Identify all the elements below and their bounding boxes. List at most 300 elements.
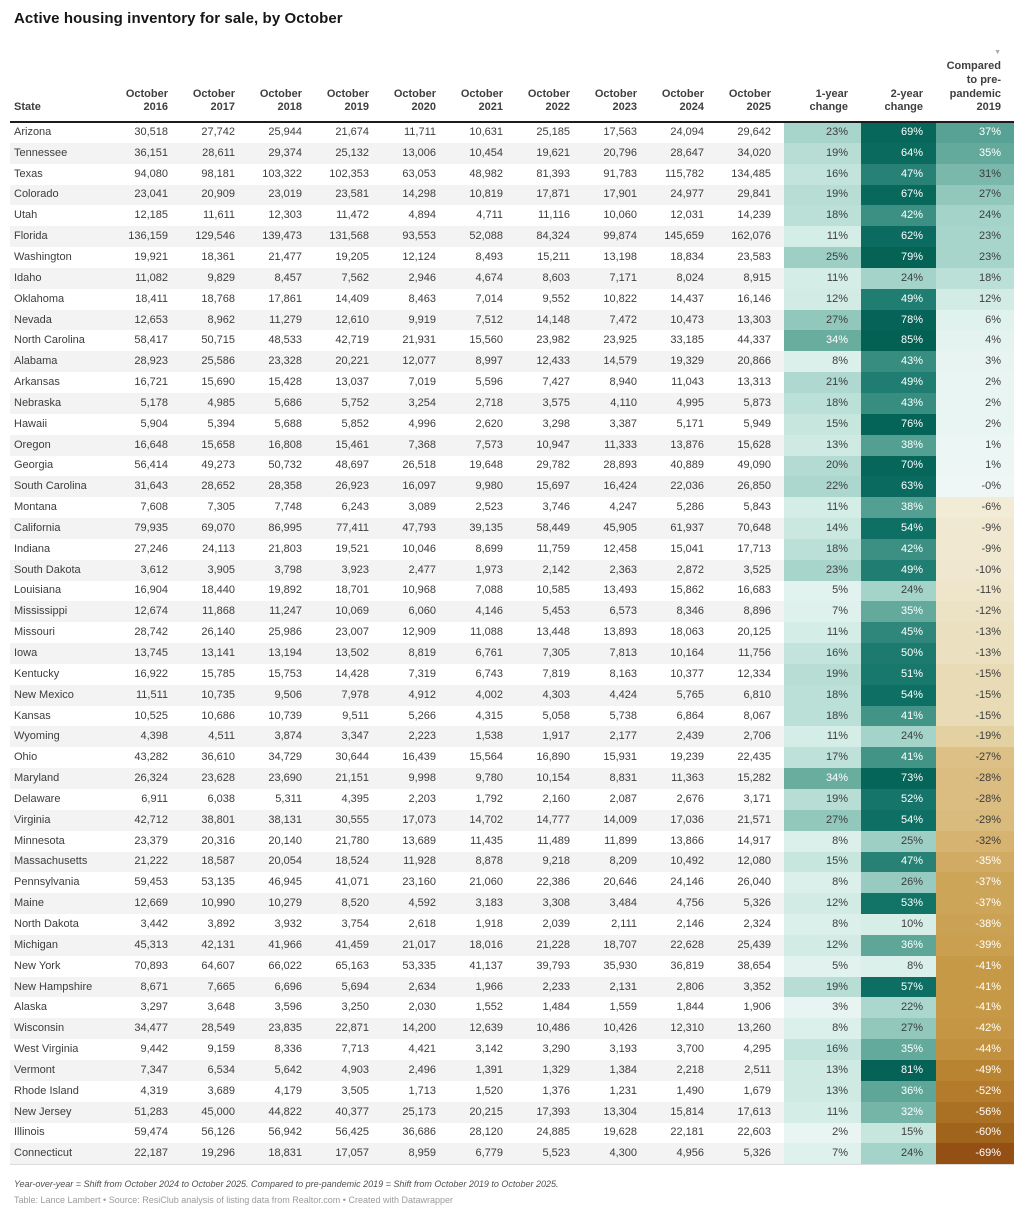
value-cell: 17,613 bbox=[717, 1102, 784, 1123]
value-cell: 129,546 bbox=[181, 226, 248, 247]
two-year-change-cell: 69% bbox=[861, 122, 936, 143]
one-year-change-cell: 11% bbox=[784, 268, 861, 289]
one-year-change-cell: 5% bbox=[784, 581, 861, 602]
two-year-change-cell: 49% bbox=[861, 372, 936, 393]
table-row bbox=[10, 330, 1014, 351]
one-year-change-cell: 8% bbox=[784, 872, 861, 893]
state-cell: Connecticut bbox=[10, 1143, 114, 1164]
value-cell: 13,866 bbox=[670, 834, 704, 847]
value-cell: 9,506 bbox=[248, 685, 315, 706]
value-cell: 42,719 bbox=[335, 334, 369, 347]
value-cell: 8,463 bbox=[408, 292, 436, 305]
data-table bbox=[10, 49, 1014, 1165]
value-cell: 17,393 bbox=[516, 1102, 583, 1123]
column-header-october-2021[interactable] bbox=[449, 49, 516, 122]
value-cell: 4,511 bbox=[181, 726, 248, 747]
column-header-october-2017[interactable] bbox=[181, 49, 248, 122]
value-cell: 15,564 bbox=[469, 751, 503, 764]
value-cell: 2,160 bbox=[542, 792, 570, 805]
value-cell: 22,628 bbox=[650, 935, 717, 956]
column-header-october-2025[interactable] bbox=[717, 49, 784, 122]
value-cell: 2,618 bbox=[408, 917, 436, 930]
column-header-2-year-change[interactable] bbox=[861, 49, 936, 122]
value-cell: 3,193 bbox=[609, 1043, 637, 1056]
state-cell: New Mexico bbox=[10, 685, 114, 706]
value-cell: 20,221 bbox=[315, 351, 382, 372]
two-year-change-cell: 25% bbox=[861, 831, 936, 852]
two-year-change-cell: 52% bbox=[861, 789, 936, 810]
vs-prepandemic-cell: -41% bbox=[936, 977, 1014, 998]
value-cell: 3,575 bbox=[516, 393, 583, 414]
value-cell: 86,995 bbox=[248, 518, 315, 539]
value-cell: 15,814 bbox=[650, 1102, 717, 1123]
column-header-label: October 2025 bbox=[728, 87, 771, 114]
one-year-change-cell: 12% bbox=[784, 935, 861, 956]
one-year-change-cell: 13% bbox=[784, 1060, 861, 1081]
value-cell: 91,783 bbox=[603, 167, 637, 180]
value-cell: 18,707 bbox=[583, 935, 650, 956]
table-row bbox=[10, 581, 1014, 602]
value-cell: 10,426 bbox=[583, 1018, 650, 1039]
value-cell: 8,940 bbox=[609, 376, 637, 389]
value-cell: 21,803 bbox=[268, 542, 302, 555]
value-cell: 48,533 bbox=[268, 334, 302, 347]
state-cell: Hawaii bbox=[14, 417, 48, 430]
vs-prepandemic-cell: -28% bbox=[936, 768, 1014, 789]
two-year-change-cell: 47% bbox=[861, 164, 936, 185]
vs-prepandemic-cell: 23% bbox=[936, 226, 1014, 247]
value-cell: 23,835 bbox=[248, 1018, 315, 1039]
state-cell: Texas bbox=[14, 167, 43, 180]
one-year-change-cell: 3% bbox=[784, 997, 861, 1018]
value-cell: 7,512 bbox=[449, 310, 516, 331]
value-cell: 12,080 bbox=[717, 852, 784, 873]
value-cell: 15,041 bbox=[670, 542, 704, 555]
value-cell: 4,903 bbox=[315, 1060, 382, 1081]
value-cell: 66,022 bbox=[268, 959, 302, 972]
value-cell: 70,648 bbox=[717, 518, 784, 539]
value-cell: 2,146 bbox=[676, 917, 704, 930]
value-cell: 27,742 bbox=[201, 126, 235, 139]
value-cell: 4,319 bbox=[140, 1084, 168, 1097]
value-cell: 8,336 bbox=[274, 1043, 302, 1056]
value-cell: 1,391 bbox=[449, 1060, 516, 1081]
value-cell: 27,246 bbox=[134, 542, 168, 555]
one-year-change-cell: 8% bbox=[784, 1018, 861, 1039]
one-year-change-cell: 27% bbox=[784, 310, 861, 331]
value-cell: 49,273 bbox=[201, 459, 235, 472]
column-header-october-2016[interactable] bbox=[114, 49, 181, 122]
value-cell: 47,793 bbox=[382, 518, 449, 539]
table-row bbox=[10, 664, 1014, 685]
value-cell: 53,335 bbox=[402, 959, 436, 972]
value-cell: 59,474 bbox=[134, 1126, 168, 1139]
value-cell: 20,646 bbox=[603, 876, 637, 889]
value-cell: 21,571 bbox=[717, 810, 784, 831]
column-header-label: October 2022 bbox=[527, 87, 570, 114]
table-row bbox=[10, 997, 1014, 1018]
value-cell: 7,748 bbox=[274, 501, 302, 514]
value-cell: 18,411 bbox=[135, 292, 168, 305]
value-cell: 31,643 bbox=[114, 476, 181, 497]
value-cell: 6,743 bbox=[475, 667, 503, 680]
value-cell: 63,053 bbox=[402, 167, 436, 180]
one-year-change-cell: 18% bbox=[784, 539, 861, 560]
value-cell: 33,185 bbox=[670, 334, 704, 347]
one-year-change-cell: 19% bbox=[784, 977, 861, 998]
one-year-change-cell: 11% bbox=[784, 497, 861, 518]
vs-prepandemic-cell: 4% bbox=[936, 330, 1014, 351]
value-cell: 24,977 bbox=[650, 185, 717, 206]
vs-prepandemic-cell: -69% bbox=[936, 1143, 1014, 1164]
table-row bbox=[10, 435, 1014, 456]
column-header-1-year-change[interactable] bbox=[784, 49, 861, 122]
value-cell: 3,746 bbox=[542, 501, 570, 514]
value-cell: 19,296 bbox=[181, 1143, 248, 1164]
state-cell: Arizona bbox=[14, 126, 52, 139]
value-cell: 40,889 bbox=[670, 459, 704, 472]
one-year-change-cell: 13% bbox=[784, 435, 861, 456]
two-year-change-cell: 42% bbox=[861, 205, 936, 226]
vs-prepandemic-cell: -52% bbox=[936, 1081, 1014, 1102]
value-cell: 1,966 bbox=[449, 977, 516, 998]
state-cell: Oregon bbox=[10, 435, 114, 456]
one-year-change-cell: 11% bbox=[784, 726, 861, 747]
table-row bbox=[10, 768, 1014, 789]
value-cell: 10,377 bbox=[670, 667, 704, 680]
vs-prepandemic-cell: 6% bbox=[936, 310, 1014, 331]
value-cell: 26,140 bbox=[201, 626, 235, 639]
value-cell: 8,024 bbox=[650, 268, 717, 289]
table-row bbox=[10, 893, 1014, 914]
vs-prepandemic-cell: -29% bbox=[936, 810, 1014, 831]
value-cell: 10,525 bbox=[134, 709, 168, 722]
value-cell: 13,304 bbox=[583, 1102, 650, 1123]
value-cell: 28,647 bbox=[650, 143, 717, 164]
value-cell: 23,925 bbox=[603, 334, 637, 347]
value-cell: 3,250 bbox=[341, 1001, 369, 1014]
value-cell: 16,097 bbox=[382, 476, 449, 497]
one-year-change-cell: 18% bbox=[784, 393, 861, 414]
two-year-change-cell: 54% bbox=[861, 810, 936, 831]
one-year-change-cell: 16% bbox=[784, 1039, 861, 1060]
column-header-state[interactable] bbox=[10, 49, 114, 122]
table-row bbox=[10, 414, 1014, 435]
value-cell: 13,689 bbox=[402, 834, 436, 847]
value-cell: 22,036 bbox=[650, 476, 717, 497]
vs-prepandemic-cell: -11% bbox=[936, 581, 1014, 602]
value-cell: 12,639 bbox=[449, 1018, 516, 1039]
two-year-change-cell: 42% bbox=[861, 539, 936, 560]
value-cell: 11,116 bbox=[537, 209, 570, 222]
two-year-change-cell: 22% bbox=[861, 997, 936, 1018]
value-cell: 51,283 bbox=[114, 1102, 181, 1123]
table-row bbox=[10, 685, 1014, 706]
one-year-change-cell: 16% bbox=[784, 643, 861, 664]
value-cell: 4,592 bbox=[382, 893, 449, 914]
two-year-change-cell: 35% bbox=[861, 601, 936, 622]
table-row bbox=[10, 476, 1014, 497]
value-cell: 19,205 bbox=[335, 250, 369, 263]
page-title: Active housing inventory for sale, by October bbox=[14, 10, 343, 27]
value-cell: 15,931 bbox=[603, 751, 637, 764]
table-row bbox=[10, 122, 1014, 143]
state-cell: New Hampshire bbox=[10, 977, 114, 998]
value-cell: 56,425 bbox=[335, 1126, 369, 1139]
value-cell: 13,493 bbox=[603, 584, 637, 597]
value-cell: 1,484 bbox=[542, 1001, 570, 1014]
two-year-change-cell: 49% bbox=[861, 289, 936, 310]
value-cell: 19,921 bbox=[134, 250, 168, 263]
value-cell: 3,874 bbox=[248, 726, 315, 747]
value-cell: 20,054 bbox=[248, 852, 315, 873]
two-year-change-cell: 26% bbox=[861, 872, 936, 893]
value-cell: 7,813 bbox=[583, 643, 650, 664]
value-cell: 12,458 bbox=[603, 542, 637, 555]
state-cell: Maryland bbox=[10, 768, 114, 789]
vs-prepandemic-cell: -37% bbox=[936, 872, 1014, 893]
value-cell: 131,568 bbox=[315, 226, 382, 247]
value-cell: 11,899 bbox=[604, 834, 637, 847]
value-cell: 8,671 bbox=[114, 977, 181, 998]
value-cell: 10,164 bbox=[650, 643, 717, 664]
one-year-change-cell: 2% bbox=[784, 1123, 861, 1144]
value-cell: 162,076 bbox=[717, 226, 784, 247]
value-cell: 16,922 bbox=[134, 667, 168, 680]
value-cell: 6,864 bbox=[676, 709, 704, 722]
value-cell: 10,279 bbox=[248, 893, 315, 914]
value-cell: 2,218 bbox=[650, 1060, 717, 1081]
value-cell: 25,439 bbox=[717, 935, 784, 956]
value-cell: 13,194 bbox=[248, 643, 315, 664]
sort-desc-icon: ▼ bbox=[994, 49, 1001, 56]
column-header-label: October 2017 bbox=[192, 87, 235, 114]
value-cell: 3,892 bbox=[207, 917, 235, 930]
value-cell: 7,472 bbox=[583, 310, 650, 331]
value-cell: 13,198 bbox=[603, 250, 637, 263]
value-cell: 2,039 bbox=[542, 917, 570, 930]
value-cell: 8,962 bbox=[181, 310, 248, 331]
table-row bbox=[10, 1018, 1014, 1039]
value-cell: 41,459 bbox=[315, 935, 382, 956]
value-cell: 38,801 bbox=[181, 810, 248, 831]
value-cell: 44,822 bbox=[248, 1102, 315, 1123]
value-cell: 28,120 bbox=[469, 1126, 503, 1139]
value-cell: 1,906 bbox=[743, 1001, 771, 1014]
value-cell: 34,020 bbox=[717, 143, 784, 164]
value-cell: 11,247 bbox=[248, 601, 315, 622]
column-header-october-2019[interactable] bbox=[315, 49, 382, 122]
value-cell: 5,286 bbox=[676, 501, 704, 514]
column-header-october-2020[interactable] bbox=[382, 49, 449, 122]
column-header-october-2022[interactable] bbox=[516, 49, 583, 122]
value-cell: 4,996 bbox=[408, 417, 436, 430]
one-year-change-cell: 8% bbox=[784, 914, 861, 935]
value-cell: 12,185 bbox=[134, 209, 168, 222]
two-year-change-cell: 32% bbox=[861, 1102, 936, 1123]
value-cell: 15,461 bbox=[315, 435, 382, 456]
value-cell: 8,493 bbox=[475, 250, 503, 263]
value-cell: 7,319 bbox=[408, 667, 436, 680]
value-cell: 136,159 bbox=[114, 226, 181, 247]
value-cell: 25,944 bbox=[268, 126, 302, 139]
vs-prepandemic-cell: -0% bbox=[936, 476, 1014, 497]
value-cell: 26,850 bbox=[717, 476, 784, 497]
value-cell: 10,686 bbox=[201, 709, 235, 722]
two-year-change-cell: 73% bbox=[861, 768, 936, 789]
value-cell: 2,142 bbox=[516, 560, 583, 581]
value-cell: 22,187 bbox=[114, 1143, 181, 1164]
value-cell: 24,146 bbox=[670, 876, 704, 889]
table-row bbox=[10, 601, 1014, 622]
value-cell: 1,231 bbox=[609, 1084, 637, 1097]
vs-prepandemic-cell: -15% bbox=[936, 664, 1014, 685]
value-cell: 41,966 bbox=[248, 935, 315, 956]
value-cell: 12,031 bbox=[670, 209, 704, 222]
value-cell: 5,688 bbox=[274, 417, 302, 430]
one-year-change-cell: 14% bbox=[784, 518, 861, 539]
vs-prepandemic-cell: -38% bbox=[936, 914, 1014, 935]
value-cell: 2,324 bbox=[743, 917, 771, 930]
value-cell: 22,386 bbox=[536, 876, 570, 889]
value-cell: 44,337 bbox=[737, 334, 771, 347]
value-cell: 1,918 bbox=[475, 917, 503, 930]
vs-prepandemic-cell: 23% bbox=[936, 247, 1014, 268]
value-cell: 115,782 bbox=[665, 167, 704, 180]
value-cell: 17,871 bbox=[516, 185, 583, 206]
value-cell: 102,353 bbox=[329, 167, 369, 180]
value-cell: 28,742 bbox=[134, 626, 168, 639]
value-cell: 12,077 bbox=[382, 351, 449, 372]
value-cell: 4,002 bbox=[449, 685, 516, 706]
vs-prepandemic-cell: -42% bbox=[936, 1018, 1014, 1039]
value-cell: 20,140 bbox=[268, 834, 302, 847]
table-row bbox=[10, 706, 1014, 727]
column-header-october-2024[interactable] bbox=[650, 49, 717, 122]
value-cell: 28,652 bbox=[181, 476, 248, 497]
value-cell: 16,424 bbox=[583, 476, 650, 497]
value-cell: 30,518 bbox=[134, 126, 168, 139]
value-cell: 7,978 bbox=[315, 685, 382, 706]
value-cell: 4,179 bbox=[274, 1084, 302, 1097]
value-cell: 20,125 bbox=[737, 626, 771, 639]
value-cell: 9,218 bbox=[516, 852, 583, 873]
column-header-october-2018[interactable] bbox=[248, 49, 315, 122]
value-cell: 5,752 bbox=[315, 393, 382, 414]
table-row bbox=[10, 205, 1014, 226]
value-cell: 20,909 bbox=[181, 185, 248, 206]
value-cell: 49,090 bbox=[737, 459, 771, 472]
value-cell: 19,648 bbox=[469, 459, 503, 472]
value-cell: 46,945 bbox=[268, 876, 302, 889]
value-cell: 23,007 bbox=[335, 626, 369, 639]
one-year-change-cell: 11% bbox=[784, 1102, 861, 1123]
value-cell: 10,735 bbox=[181, 685, 248, 706]
value-cell: 13,876 bbox=[650, 435, 717, 456]
column-header-label: October 2016 bbox=[125, 87, 168, 114]
table-row bbox=[10, 518, 1014, 539]
value-cell: 1,792 bbox=[475, 792, 503, 805]
state-cell: Minnesota bbox=[14, 834, 65, 847]
value-cell: 8,819 bbox=[382, 643, 449, 664]
value-cell: 23,328 bbox=[248, 351, 315, 372]
table-row bbox=[10, 726, 1014, 747]
value-cell: 8,997 bbox=[449, 351, 516, 372]
table-row bbox=[10, 643, 1014, 664]
value-cell: 15,658 bbox=[181, 435, 248, 456]
value-cell: 25,185 bbox=[536, 126, 570, 139]
column-header-october-2023[interactable] bbox=[583, 49, 650, 122]
one-year-change-cell: 23% bbox=[784, 560, 861, 581]
value-cell: 11,043 bbox=[671, 376, 704, 389]
vs-prepandemic-cell: 31% bbox=[936, 164, 1014, 185]
value-cell: 28,923 bbox=[114, 351, 181, 372]
one-year-change-cell: 19% bbox=[784, 185, 861, 206]
value-cell: 11,279 bbox=[248, 310, 315, 331]
value-cell: 11,756 bbox=[717, 643, 784, 664]
two-year-change-cell: 70% bbox=[861, 456, 936, 477]
value-cell: 18,063 bbox=[670, 626, 704, 639]
value-cell: 16,439 bbox=[402, 751, 436, 764]
value-cell: 58,449 bbox=[516, 518, 583, 539]
column-header-compared-to-pre-pandemic-2019[interactable] bbox=[936, 49, 1014, 122]
value-cell: 14,200 bbox=[382, 1018, 449, 1039]
one-year-change-cell: 27% bbox=[784, 810, 861, 831]
value-cell: 59,453 bbox=[134, 876, 168, 889]
value-cell: 7,305 bbox=[516, 643, 583, 664]
value-cell: 56,942 bbox=[268, 1126, 302, 1139]
value-cell: 6,534 bbox=[181, 1060, 248, 1081]
column-header-label: State bbox=[14, 101, 41, 114]
value-cell: 16,904 bbox=[134, 584, 168, 597]
value-cell: 11,435 bbox=[470, 834, 503, 847]
value-cell: 48,982 bbox=[469, 167, 503, 180]
value-cell: 12,909 bbox=[402, 626, 436, 639]
one-year-change-cell: 18% bbox=[784, 706, 861, 727]
value-cell: 10,739 bbox=[268, 709, 302, 722]
value-cell: 18,701 bbox=[335, 584, 369, 597]
value-cell: 10,454 bbox=[449, 143, 516, 164]
value-cell: 6,573 bbox=[583, 601, 650, 622]
table-row bbox=[10, 831, 1014, 852]
column-header-label: Compared to pre-pandemic 2019 bbox=[946, 60, 1001, 114]
two-year-change-cell: 15% bbox=[861, 1123, 936, 1144]
value-cell: 17,563 bbox=[603, 126, 637, 139]
value-cell: 26,324 bbox=[114, 768, 181, 789]
value-cell: 14,239 bbox=[737, 209, 771, 222]
value-cell: 8,067 bbox=[743, 709, 771, 722]
attribution[interactable]: Table: Lance Lambert • Source: ResiClub analysis of listing data from Realtor.com • Created with Datawrapper bbox=[14, 1195, 454, 1206]
value-cell: 11,759 bbox=[537, 542, 570, 555]
value-cell: 2,363 bbox=[583, 560, 650, 581]
value-cell: 5,765 bbox=[650, 685, 717, 706]
one-year-change-cell: 8% bbox=[784, 351, 861, 372]
table-row bbox=[10, 372, 1014, 393]
state-cell: California bbox=[10, 518, 114, 539]
value-cell: 9,919 bbox=[382, 310, 449, 331]
value-cell: 15,282 bbox=[717, 768, 784, 789]
vs-prepandemic-cell: -9% bbox=[936, 539, 1014, 560]
value-cell: 19,621 bbox=[516, 143, 583, 164]
value-cell: 21,060 bbox=[469, 876, 503, 889]
value-cell: 41,137 bbox=[469, 959, 503, 972]
value-cell: 7,368 bbox=[382, 435, 449, 456]
table-row bbox=[10, 539, 1014, 560]
value-cell: 5,266 bbox=[408, 709, 436, 722]
value-cell: 21,222 bbox=[114, 852, 181, 873]
value-cell: 3,171 bbox=[743, 792, 771, 805]
table-row bbox=[10, 310, 1014, 331]
